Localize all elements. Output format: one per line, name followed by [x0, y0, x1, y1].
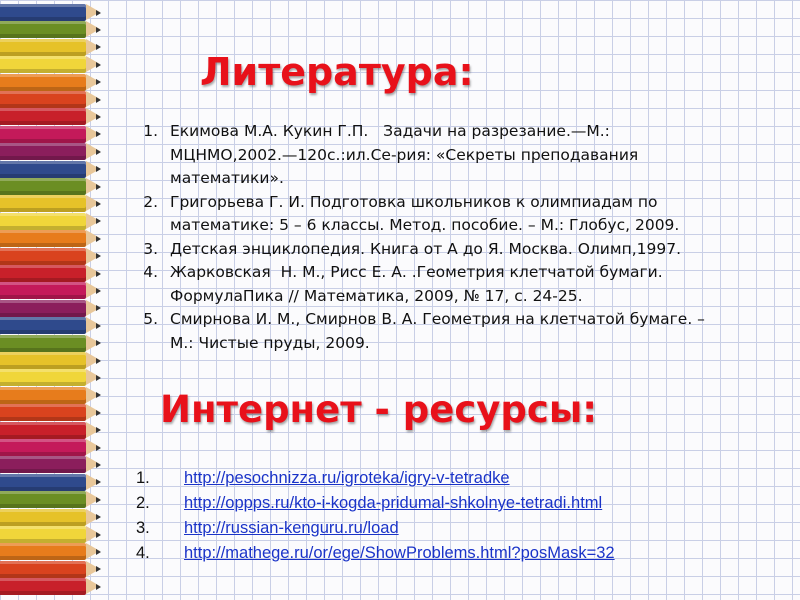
literature-item-number: 4. — [143, 263, 158, 281]
internet-link-number: 4. — [136, 544, 150, 562]
literature-item-number: 3. — [143, 239, 158, 258]
literature-item-text: МЦНМО,2002.—120с.:ил.Се-рия: «Секреты преподавания — [170, 145, 639, 164]
literature-item-text: Смирнова И. М., Смирнов В. А. Геометрия на клетчатой бумаге. – — [170, 310, 705, 328]
literature-item-number: 5. — [143, 310, 158, 328]
literature-item-text: Григорьева Г. И. Подготовка школьников к олимпиадам по — [170, 192, 658, 211]
pencils-decoration — [0, 0, 112, 600]
literature-item — [122, 238, 762, 262]
literature-item — [122, 261, 762, 308]
literature-item-text: Детская энциклопедия. Книга от А до Я. Москва. Олимп,1997. — [170, 239, 682, 258]
internet-link-item — [136, 516, 615, 541]
internet-link-number: 1. — [136, 469, 150, 487]
literature-item — [122, 308, 762, 355]
internet-link-number: 3. — [136, 519, 150, 537]
literature-item-text: Жарковская Н. М., Рисс Е. А. .Геометрия клетчатой бумаги. — [170, 263, 663, 281]
literature-item-text: математики». — [170, 169, 284, 187]
literature-item-number: 1. — [143, 122, 158, 140]
literature-item-text: ФормулаПика // Математика, 2009, № 17, с. 24-25. — [170, 286, 583, 305]
literature-title: Литература: — [200, 50, 474, 94]
internet-link-item — [136, 491, 615, 516]
literature-item — [122, 191, 762, 238]
internet-link[interactable]: http://mathege.ru/or/ege/ShowProblems.html?posMask=32 — [184, 544, 615, 562]
internet-link[interactable]: http://pesochnizza.ru/igroteka/igry-v-tetradke — [184, 469, 510, 487]
internet-link-item — [136, 466, 615, 491]
internet-resources-title: Интернет - ресурсы: — [160, 388, 598, 431]
internet-links-list — [136, 466, 615, 566]
internet-link[interactable]: http://russian-kenguru.ru/load — [184, 519, 399, 537]
literature-item-text: математике: 5 – 6 классы. Метод. пособие. – М.: Глобус, 2009. — [170, 216, 680, 234]
internet-link-item — [136, 541, 615, 566]
literature-item-text: Екимова М.А. Кукин Г.П. Задачи на разрезание.—М.: — [170, 122, 610, 140]
literature-item-number: 2. — [143, 192, 158, 211]
literature-item-text: М.: Чистые пруды, 2009. — [170, 333, 370, 352]
literature-item — [122, 120, 762, 191]
literature-list — [122, 120, 762, 355]
internet-link[interactable]: http://oppps.ru/kto-i-kogda-pridumal-shkolnye-tetradi.html — [184, 494, 603, 512]
internet-link-number: 2. — [136, 494, 150, 512]
